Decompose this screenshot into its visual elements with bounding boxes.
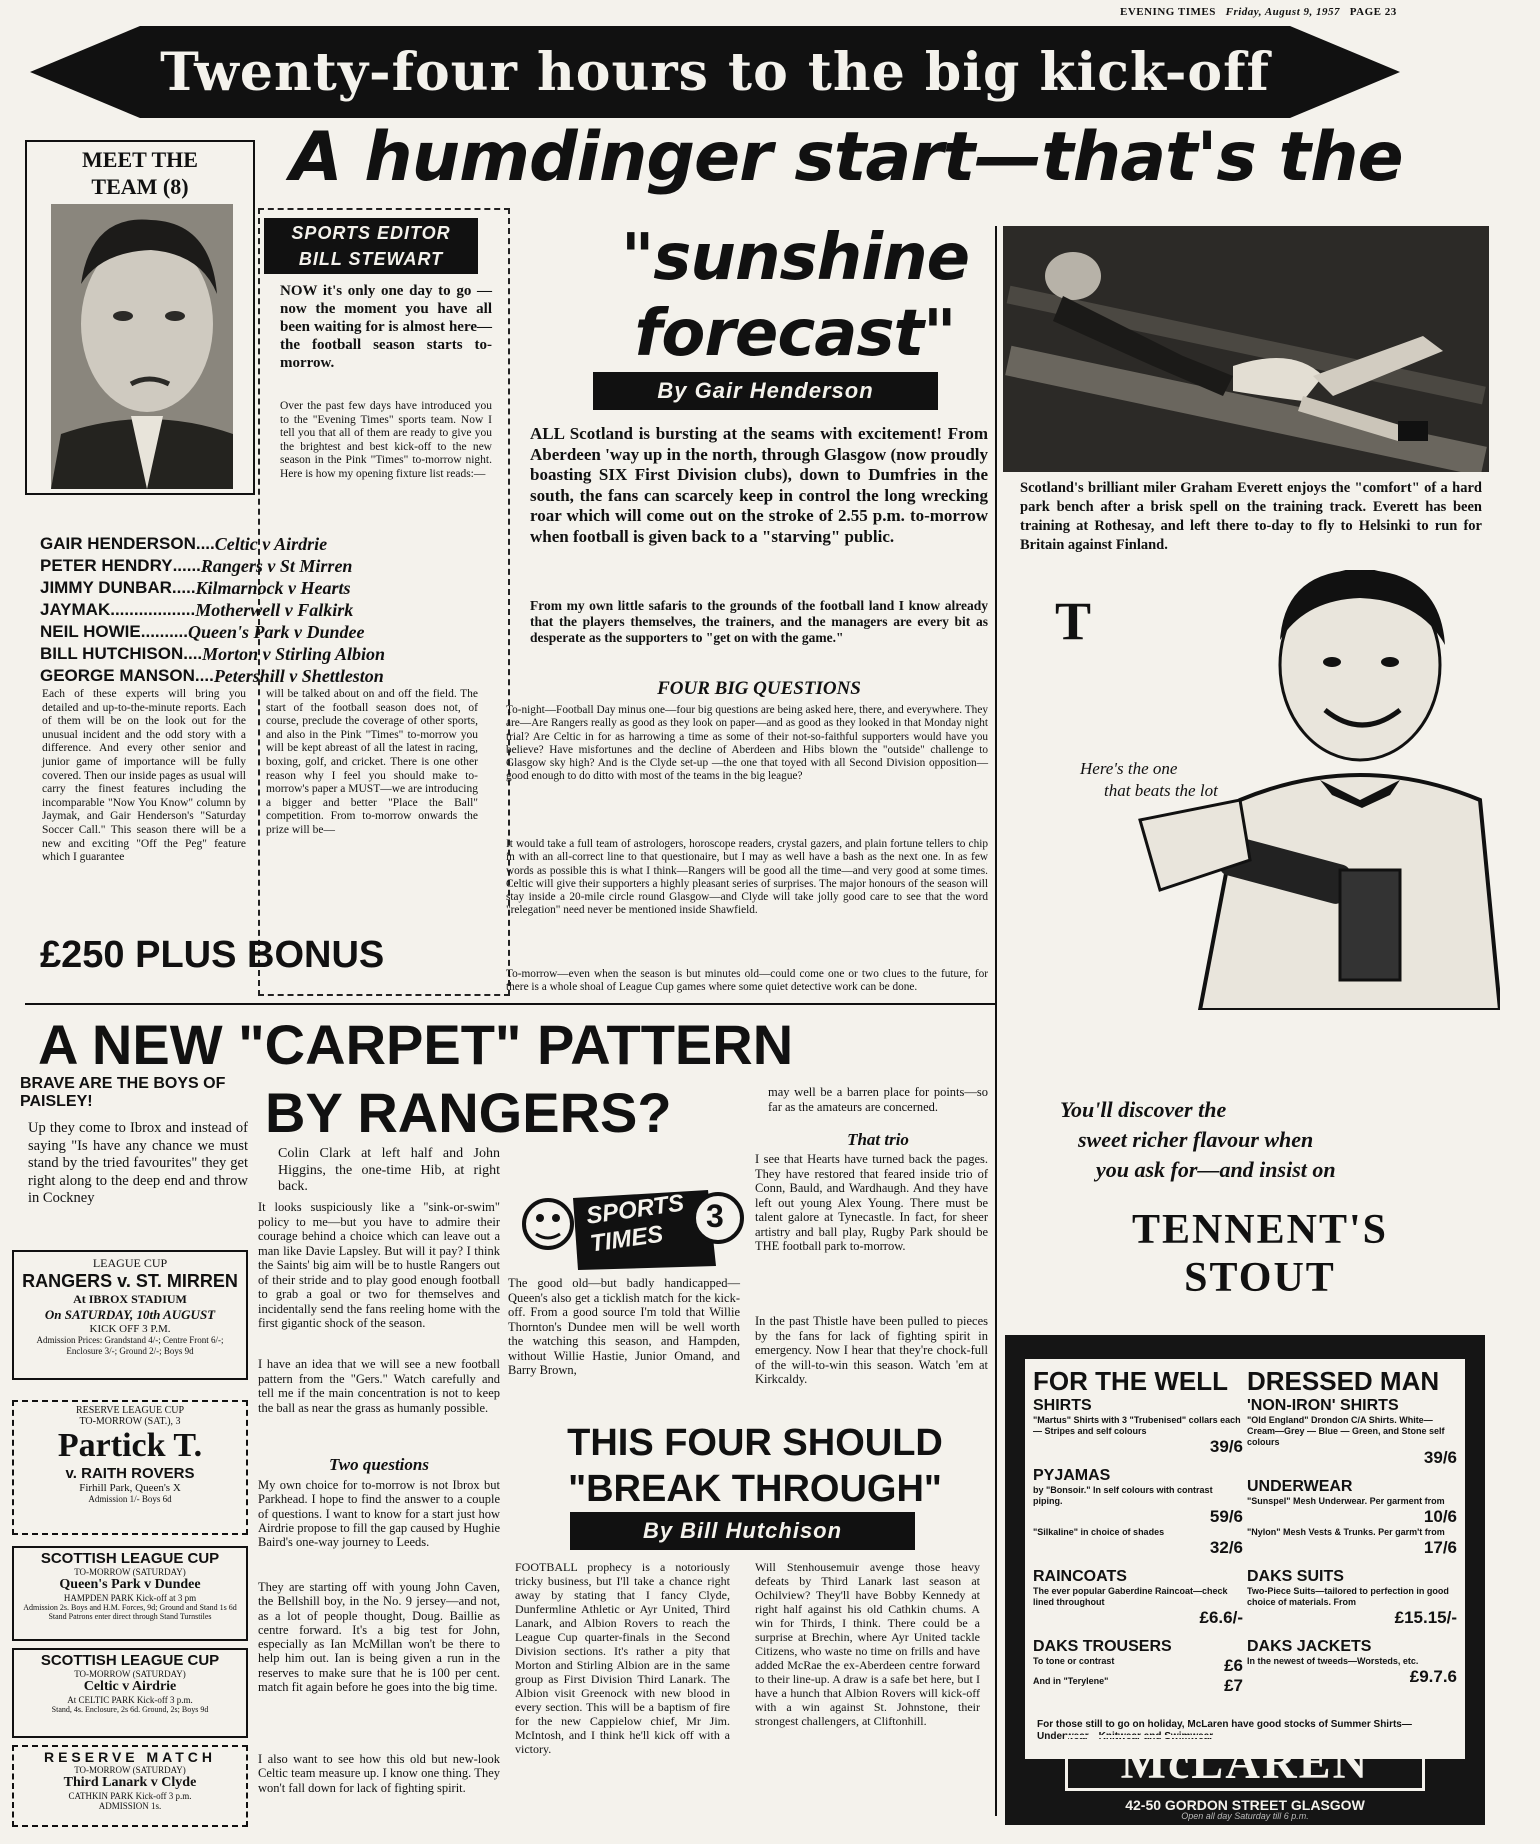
fixture-row [40, 577, 490, 599]
fixture-match: Queen's Park v Dundee [187, 622, 365, 642]
queens-column: The good old—but badly handicapped—Queen's also get a ticklish match for the kick-off. From a good source I'm told that Willie Thornton's Dundee men will be well worth the watching this season, and Hampden, without Willie Hastie, Junior Omand, and Barry Brown, [508, 1276, 740, 1377]
underwear-price-1: 10/6 [1423, 1507, 1457, 1526]
raincoats-text: The ever popular Gaberdine Raincoat—check lined throughout [1033, 1586, 1228, 1607]
main-story-lead: ALL Scotland is bursting at the seams with excitement! From Aberdeen 'way up in the north, through Glasgow (now proudly boasting SIX First Division clubs), down to Dumfries in the south, the fans can scarcely keep in control the long wrecking roar which will come out on the stroke of 2.55 p.m. to-morrow when football is given back to a "starving" public. [530, 424, 988, 546]
jackets-heading: DAKS JACKETS [1247, 1638, 1372, 1655]
non-iron-heading: 'NON-IRON' SHIRTS [1247, 1397, 1399, 1414]
meet-team-title [27, 146, 253, 200]
trio-p2: In the past Thistle have been pulled to pieces by the fans for lack of fighting spirit in emergency. Now I hear that they're chock-full of the will-to-win this season. Watch 'em at Kirkcaldy. [755, 1314, 988, 1386]
notice-team: Partick T. [57, 1427, 203, 1464]
fixture-match: Motherwell v Falkirk [195, 600, 354, 620]
fixture-name: GAIR HENDERSON [40, 534, 196, 553]
carpet-p2: Colin Clark at left half and John Higgins, the one-time Hib, at right back. [278, 1146, 500, 1194]
brand-line2: STOUT [1184, 1255, 1336, 1301]
editor-label-line2: BILL STEWART [298, 249, 444, 269]
tagline-line2: that beats the lot [1104, 781, 1218, 800]
mclaren-address: 42-50 GORDON STREET GLASGOW [1125, 1797, 1365, 1813]
mclaren-right-col [1247, 1367, 1457, 1687]
tagline-line1: Here's the one [1080, 759, 1178, 778]
copy-line2: sweet richer flavour when [1078, 1127, 1314, 1152]
notice-celtic [12, 1648, 248, 1738]
mclaren-heading-right: DRESSED MAN [1247, 1366, 1440, 1396]
main-headline-2 [585, 220, 1005, 372]
masthead-paper: EVENING TIMES [1120, 6, 1216, 18]
trousers-price-1: £6 [1224, 1656, 1243, 1675]
notice-venue: At IBROX STADIUM [73, 1292, 187, 1306]
carpet-p4: I have an idea that we will see a new football pattern from the "Gers." Watch carefully and tell me if the main concentration is not to keep the ball as near the grass as humanly possible. [258, 1357, 500, 1415]
copy-line1: You'll discover the [1060, 1097, 1227, 1122]
athlete-photo-illustration [1003, 226, 1489, 472]
notice-match: Queen's Park v Dundee [59, 1577, 201, 1592]
tennents-copy [1060, 1095, 1460, 1185]
shirts-heading: SHIRTS [1033, 1397, 1092, 1414]
mclaren-panel [1025, 1359, 1465, 1759]
shirts-price: 39/6 [1209, 1437, 1243, 1456]
logo-word1: SPORTS [584, 1189, 686, 1230]
tennents-tagline [1080, 758, 1218, 802]
meet-the-team-box [25, 140, 255, 495]
mclaren-hours: Open all day Saturday till 6 p.m. [1181, 1811, 1309, 1821]
suits-heading: DAKS SUITS [1247, 1568, 1344, 1585]
jackets-text: In the newest of tweeds—Worsteds, etc. [1247, 1656, 1419, 1666]
non-iron-price: 39/6 [1423, 1448, 1457, 1467]
fixture-dots: .... [183, 644, 203, 663]
underwear-price-2: 17/6 [1423, 1538, 1457, 1557]
section-rule [25, 1003, 995, 1005]
main-story-p4: It would take a full team of astrologers, horoscope readers, crystal gazers, and plain fortune tellers to chip in with an all-correct line to that questionaire, but I may as well have a bash as the next one. In as few words as possible this is what I think—Rangers will be good all the time—and very good at some times. Celtic will give their supporters a highly pleasant series of surprises. The major honours of the season will stay inside a 20-mile circle round Glasgow—and Clyde will take jolly good care to see that the word "relegation" need never be mentioned inside Shawfield. [506, 838, 988, 917]
carpet-p5: My own choice for to-morrow is not Ibrox but Parkhead. I hope to find the answer to a couple of questions. I want to know for a start just how Airdrie propose to fill the gap caused by Hughie Baird's one-way journey to Leeds. [258, 1478, 500, 1550]
pyjamas-text-2: "Silkaline" in choice of shades [1033, 1527, 1165, 1537]
sports-times-logo [518, 1178, 748, 1278]
main-story-p3: To-night—Football Day minus one—four big questions are being asked here, there, and everywhere. They are—Are Rangers really as good as they look on paper—and as good as they looked in that Monday night trial? Are Celtic in for as harrowing a time as some of their not-so-faithful supporters would have you believe? Have misfortunes and the decline of Aberdeen and Hibs blown the "outside" challenge to Glasgow sky high? And is the Clyde set-up —the one that toyed with all Second Division opposition—good enough to do ditto with most of the teams in the big league? [506, 704, 988, 783]
notice-venue: CATHKIN PARK Kick-off 3 p.m. [68, 1791, 192, 1801]
banner-title: Twenty-four hours to the big kick-off [160, 41, 1270, 103]
banner [30, 26, 1400, 118]
notice-match: Celtic v Airdrie [83, 1679, 177, 1694]
logo-word2: TIMES [588, 1220, 665, 1258]
notice-info: ADMISSION 1s. [98, 1801, 162, 1811]
fixture-row [40, 643, 490, 665]
notice-kickoff: KICK OFF 3 P.M. [89, 1323, 171, 1335]
fixture-row [40, 621, 490, 643]
main-story-p5: To-morrow—even when the season is but minutes old—could come one or two clues to the future, for there is a whole shoal of League Cup games where some quiet detective work can be done. [506, 968, 988, 994]
prize-banner: £250 PLUS BONUS [40, 934, 385, 976]
portrait-illustration [51, 204, 233, 489]
fixture-dots: .... [195, 534, 215, 553]
trio-lead: may well be a barren place for points—so far as the amateurs are concerned. [768, 1085, 988, 1114]
notice-queens-park [12, 1546, 248, 1641]
suits-price: £15.15/- [1394, 1608, 1457, 1627]
editor-p2: Over the past few days have introduced you to the "Evening Times" sports team. Now I tell you that all of them are ready to give you the brightest and best kick-off to the new season in the Pink "Times" to-morrow night. Here is how my opening fixture list reads:— [280, 400, 492, 480]
masthead-page: PAGE 23 [1349, 6, 1397, 18]
suits-text: Two-Piece Suits—tailored to perfection in good choice of materials. From [1247, 1586, 1449, 1607]
fixture-dots: ...... [172, 556, 201, 575]
fixture-name: BILL HUTCHISON [40, 644, 184, 663]
pyjamas-price-2: 32/6 [1209, 1538, 1243, 1557]
notice-info: Admission 2s. Boys and H.M. Forces, 9d; Ground and Stand 1s 6d Stand Patrons enter direct through Stand Turnstiles [23, 1603, 237, 1621]
notice-venue: Firhill Park, Queen's X [79, 1482, 181, 1494]
trousers-price-2: £7 [1224, 1676, 1243, 1695]
fixture-dots: .................. [110, 600, 196, 619]
four-headline-line2: "BREAK THROUGH" [568, 1468, 942, 1510]
editor-label-line1: SPORTS EDITOR [291, 223, 451, 243]
fixture-match: Celtic v Airdrie [214, 534, 328, 554]
notice-match: RANGERS v. ST. MIRREN [22, 1271, 238, 1291]
tennents-logo: T [1055, 591, 1092, 651]
raincoats-price: £6.6/- [1199, 1608, 1243, 1627]
pyjamas-price-1: 59/6 [1209, 1507, 1243, 1526]
photo-caption: Scotland's brilliant miler Graham Everett enjoys the "comfort" of a hard park bench after a brisk spell on the training track. Everett has been training at Rothesay, and left there to-day to fly to Helsinki to run for Britain against Finland. [1020, 480, 1482, 553]
trio-p1: I see that Hearts have turned back the pages. They have restored that feared inside trio of Conn, Bauld, and Wardhaugh. And they have left out young Alex Young. There must be talent galore at Tynecastle. In fact, for sheer artistry and ball play, Rugby Park should be THE football park to-morrow. [755, 1152, 988, 1253]
notice-heading: RESERVE MATCH [43, 1749, 217, 1765]
notice-heading: LEAGUE CUP [92, 1256, 168, 1270]
trousers-text-2: And in "Terylene" [1033, 1676, 1109, 1686]
trousers-row-2 [1033, 1676, 1243, 1696]
fixture-dots: .... [194, 666, 214, 685]
fixture-row [40, 555, 490, 577]
notice-venue: HAMPDEN PARK Kick-off at 3 pm [63, 1593, 197, 1603]
notice-info: Stand, 4s. Enclosure, 2s 6d. Ground, 2s; Boys 9d [51, 1705, 209, 1714]
that-trio-subhead: That trio [847, 1130, 909, 1149]
fixture-name: GEORGE MANSON [40, 666, 195, 685]
notice-match: Third Lanark v Clyde [63, 1775, 197, 1790]
notice-opponent: v. RAITH ROVERS [65, 1465, 195, 1482]
masthead-date: Friday, August 9, 1957 [1225, 6, 1341, 18]
tennents-advert [1020, 570, 1500, 1335]
underwear-text-1: "Sunspel" Mesh Underwear. Per garment from [1247, 1496, 1445, 1506]
underwear-heading: UNDERWEAR [1247, 1478, 1353, 1495]
trousers-row-1 [1033, 1656, 1243, 1676]
fixture-dots: ..... [171, 578, 196, 597]
sports-times-number: 3 [706, 1198, 724, 1234]
column-rule [995, 226, 997, 1816]
notice-rangers-st-mirren [12, 1250, 248, 1380]
editor-col1: Each of these experts will bring you detailed and up-to-the-minute reports. Each of them will be on the look out for the unusual incident and the odd story with a difference. And every other senior and junior game of importance will be fully covered. Then our inside pages as usual will carry the finest features including the incomparable "Now You Know" column by Jaymak, and Gair Henderson's "Saturday Soccer Call." This season there will be a new and exciting "Off the Peg" feature which I guarantee [42, 688, 246, 864]
headline-line2: "sunshine [620, 221, 970, 295]
notice-sub: TO-MORROW (SATURDAY) [74, 1669, 186, 1679]
fixture-row [40, 599, 490, 621]
shirts-text: "Martus" Shirts with 3 "Trubenised" collars each— Stripes and self colours [1033, 1415, 1241, 1436]
raincoats-heading: RAINCOATS [1033, 1568, 1127, 1585]
fixture-match: Petershill v Shettleston [213, 666, 384, 686]
mclaren-heading-left: FOR THE WELL [1033, 1366, 1228, 1396]
pyjamas-text-1: by "Bonsoir." In self colours with contrast piping. [1033, 1485, 1213, 1506]
mclaren-left-col [1033, 1367, 1243, 1696]
carpet-p6: They are starting off with young John Caven, the Bellshill boy, in the No. 9 jersey—and not, as a lot of people thought, Doug. Baillie as centre forward. It's a big test for John, especially as Ian McMillan won't be there to help him out. Ian is being given a run in the reserves to make sure that he is 100 per cent. match fit again before he goes into the big time. [258, 1580, 500, 1695]
meet-team-title-line1: MEET THE [82, 147, 198, 172]
trousers-heading: DAKS TROUSERS [1033, 1638, 1172, 1655]
carpet-p7: I also want to see how this old but new-look Celtic team measure up. I know one thing. They won't fall down for lack of fighting spirit. [258, 1752, 500, 1795]
meet-team-title-line2: TEAM (8) [91, 174, 189, 199]
mclaren-footer-note: For those still to go on holiday, McLaren have good stocks of Summer Shirts—Underwear—Knitwear and Swimwear [1037, 1719, 1412, 1742]
editor-intro: NOW it's only one day to go — now the moment you have all been waiting for is almost here—the football season starts to-morrow. [280, 283, 492, 371]
fixture-list [40, 533, 490, 687]
editor-label [264, 218, 478, 274]
non-iron-text: "Old England" Drondon C/A Shirts. White—Cream—Grey — Blue — Green, and Stone self colours [1247, 1415, 1445, 1447]
carpet-p3: It looks suspiciously like a "sink-or-swim" policy to me—but you have to admire their courage behind a choice which can leave out a man like Davie Lapsley. But will it pay? I think the Saints' big aim will be to hustle Rangers out of their stride and to play good enough football to grab a goal or two for themselves and incidentally send the fans reeling home with the first gigantic shock of the season. [258, 1200, 500, 1330]
notice-third-lanark [12, 1745, 248, 1827]
notice-sub: TO-MORROW (SATURDAY) [74, 1765, 186, 1775]
fixture-match: Morton v Stirling Albion [202, 644, 386, 664]
fixture-name: JAYMAK [40, 600, 111, 619]
main-byline: By Gair Henderson [593, 372, 938, 410]
carpet-p1: Up they come to Ibrox and instead of saying "Is have any chance we must stand by the tried favourites" they get right along to the deep end and throw in Cockney [28, 1120, 248, 1206]
notice-heading: SCOTTISH LEAGUE CUP [40, 1652, 220, 1669]
editor-col2: will be talked about on and off the field. The start of the football season does not, of course, preclude the coverage of other sports, and also in the Pink "Times" to-morrow you will be kept abreast of all the latest in racing, boxing, golf, and cricket. There is one other reason why I feel you should make to-morrow's paper a MUST—we are introducing a bigger and better "Place the Ball" competition. From to-morrow onwards the prize will be— [266, 688, 478, 836]
fixture-name: PETER HENDRY [40, 556, 173, 575]
fixture-dots: .......... [140, 622, 188, 641]
notice-date: On SATURDAY, 10th AUGUST [44, 1307, 216, 1322]
trousers-text-1: To tone or contrast [1033, 1656, 1115, 1666]
headline-line3: forecast" [634, 297, 956, 371]
underwear-text-2: "Nylon" Mesh Vests & Trunks. Per garm't from [1247, 1527, 1445, 1537]
carpet-headline-2: BY RANGERS? [265, 1081, 672, 1144]
notice-prices: Admission Prices: Grandstand 4/-; Centre Front 6/-; Enclosure 3/-; Ground 2/-; Boys 9d [36, 1335, 224, 1356]
tennents-brand [1050, 1206, 1470, 1302]
four-story-byline: By Bill Hutchison [570, 1512, 915, 1550]
four-story-col1: FOOTBALL prophecy is a notoriously tricky business, but I'll take a chance right away by stating that I fancy Clyde, Dunfermline Athletic or Ayr United, Third Lanark, and Albion Rovers to reach the League Cup quarter-finals in the Second Division sections. It's rather a pity that Morton and Stirling Albion are in the same group as First Division Third Lanark. The Albion visit Greenock with new blood in every section. This will be a baptism of fire for the new Cappielow chief, Mr Jim. McIntosh, and I think he'll kick off with a victory. [515, 1560, 730, 1756]
notice-sub: TO-MORROW (SAT.), 3 [79, 1416, 181, 1427]
pyjamas-heading: PYJAMAS [1033, 1467, 1111, 1484]
fixture-name: JIMMY DUNBAR [40, 578, 172, 597]
four-headline-line1: THIS FOUR SHOULD [567, 1422, 943, 1464]
notice-partick [12, 1400, 248, 1535]
four-story-headline [520, 1420, 990, 1512]
fixture-name: NEIL HOWIE [40, 622, 141, 641]
carpet-headline: A NEW "CARPET" PATTERN [38, 1013, 794, 1076]
brand-line1: TENNENT'S [1131, 1207, 1389, 1253]
fixture-row [40, 533, 490, 555]
mclaren-advert [1005, 1335, 1485, 1825]
four-story-col2: Will Stenhousemuir avenge those heavy defeats by Third Lanark last season at Ochilview? They'll have Bobby Kennedy at right half against his old Cathkin chums. A win for Thirds, I think. There could be a surprise at Brechin, where Ayr United tackle Citizens, who waste no time on frills and have added McRae the ex-Aberdeen centre forward to their line-up. A draw is a safe bet here, but I have a hunch that Albion Rovers will kick-off with a win against St. Johnstone, their strongest challengers, at Cliftonhill. [755, 1560, 980, 1728]
notice-heading: RESERVE LEAGUE CUP [75, 1405, 185, 1416]
fixture-match: Rangers v St Mirren [200, 556, 353, 576]
editor-portrait [51, 204, 233, 489]
notice-sub: TO-MORROW (SATURDAY) [74, 1567, 186, 1577]
athlete-photo [1003, 226, 1489, 472]
fixture-match: Kilmarnock v Hearts [195, 578, 351, 598]
main-headline: A humdinger start—that's the [290, 118, 1403, 197]
four-big-questions-subhead: FOUR BIG QUESTIONS [657, 678, 861, 699]
mclaren-logo: McLAREN [1065, 1735, 1425, 1791]
notice-venue: At CELTIC PARK Kick-off 3 p.m. [67, 1695, 193, 1705]
notice-heading: SCOTTISH LEAGUE CUP [40, 1550, 220, 1567]
notice-admission: Admission 1/- Boys 6d [88, 1494, 172, 1504]
jackets-price: £9.7.6 [1409, 1667, 1457, 1686]
fixture-row [40, 665, 490, 687]
two-questions-subhead: Two questions [329, 1455, 429, 1474]
masthead [1120, 6, 1530, 18]
copy-line3: you ask for—and insist on [1096, 1157, 1336, 1182]
main-story-p2: From my own little safaris to the grounds of the football land I know already that the players themselves, the trainers, and the managers are every bit as desperate as the supporters to "get on with the game." [530, 598, 988, 645]
carpet-intro: BRAVE ARE THE BOYS OF PAISLEY! [20, 1075, 226, 1110]
